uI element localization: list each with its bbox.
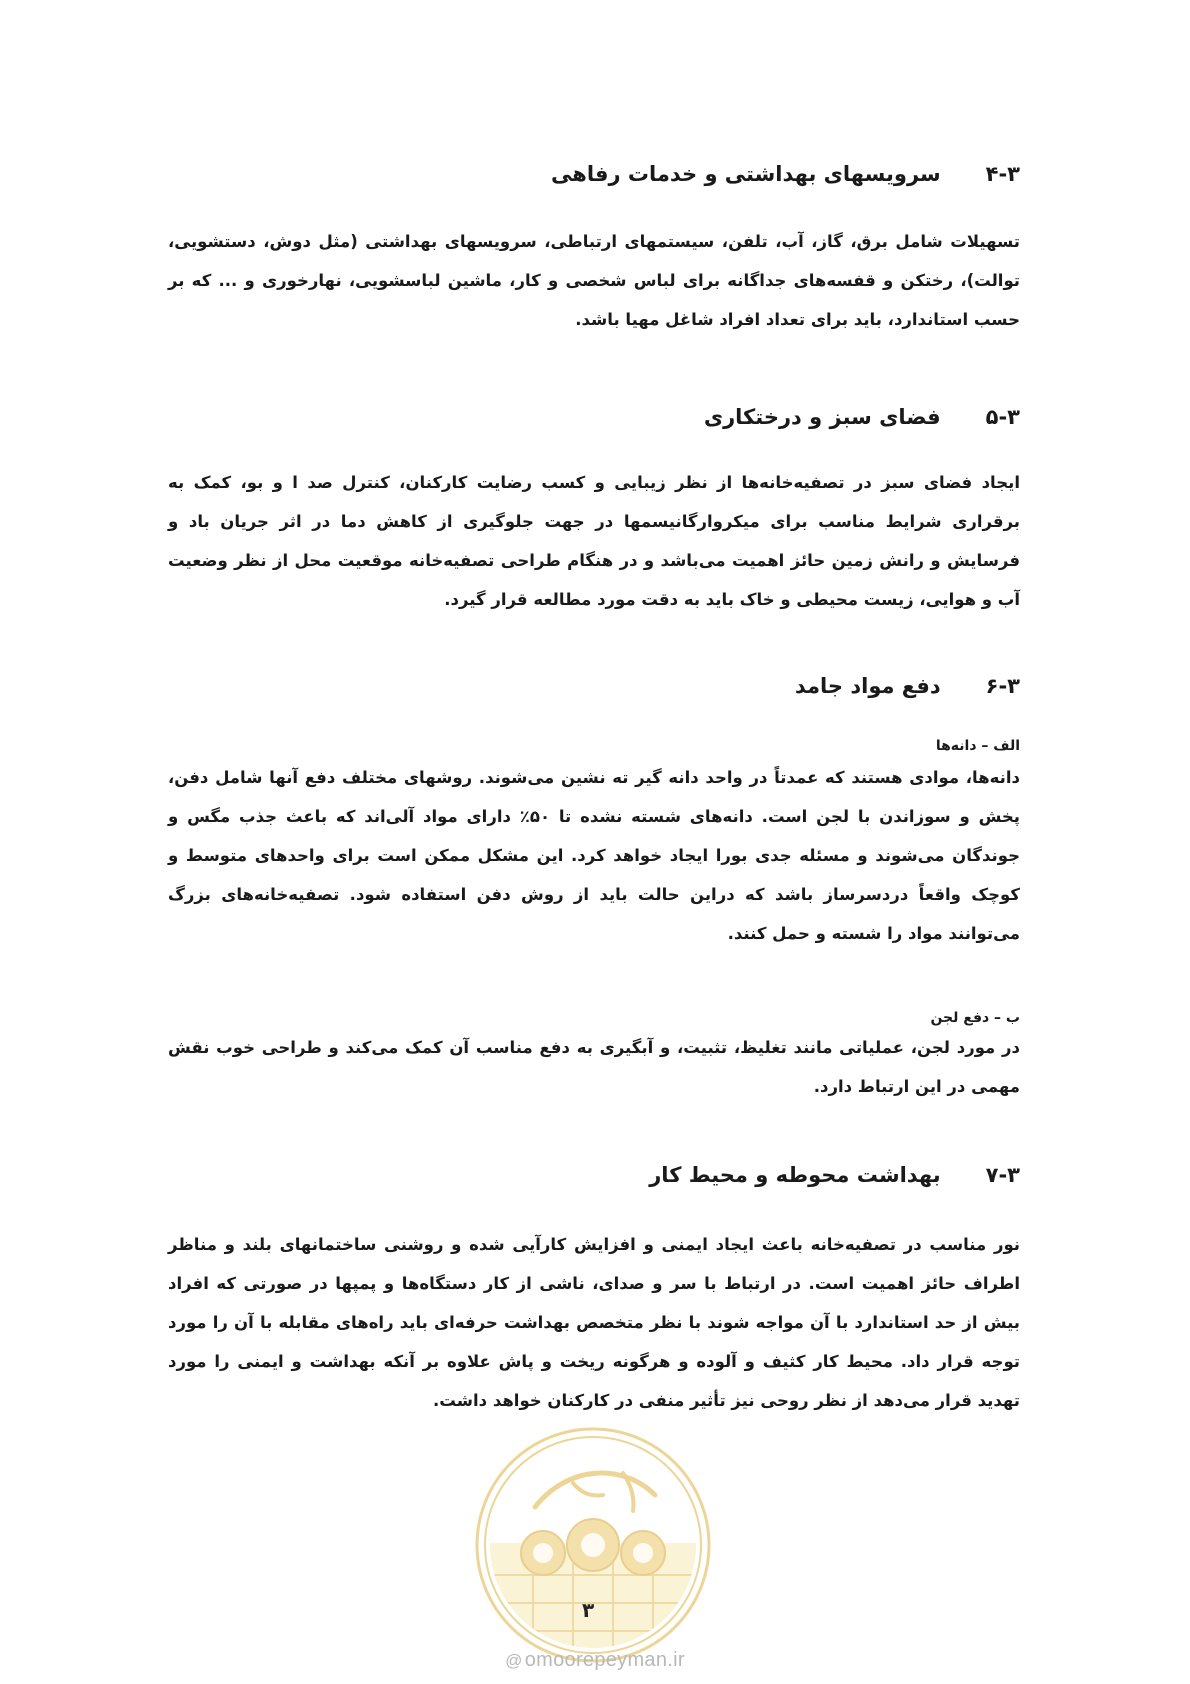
paragraph-grains: دانه‌ها، موادی هستند که عمدتاً در واحد دانه گیر ته نشین می‌شوند. روشهای مختلف دفع آنها شامل دفن، پخش و سوزاندن با لجن است. دانه‌های شسته نشده تا ۵۰٪ دارای مواد آلی‌اند که باعث جذب مگس و جوندگان می‌شوند و مسئله جدی بورا ایجاد خواهد کرد. این مشکل ممکن است برای واحدهای متوسط و کوچک واقعاً دردسرساز باشد که دراین حالت باید از روش دفن استفاده شود. تصفیه‌خانه‌های بزرگ می‌توانند مواد را شسته و حمل کنند.	[168, 768, 1020, 943]
section-title: سرویسهای بهداشتی و خدمات رفاهی	[551, 162, 941, 186]
section-number: ۵-۳	[985, 405, 1020, 429]
paragraph-green-space: ایجاد فضای سبز در تصفیه‌خانه‌ها از نظر زیبایی و کسب رضایت کارکنان، کنترل صد ا و بو، کمک به برقراری شرایط مناسب برای میکروارگانیسمها در جهت جلوگیری از کاهش دما در اثر جریان باد و فرسایش و رانش زمین حائز اهمیت می‌باشد و در هنگام طراحی تصفیه‌خانه موقعیت محل از نظر وضعیت آب و هوایی، زیست محیطی و خاک باید به دقت مورد مطالعه قرار گیرد.	[168, 473, 1020, 609]
paragraph-facilities: تسهیلات شامل برق، گاز، آب، تلفن، سیستمهای ارتباطی، سرویسهای بهداشتی (مثل دوش، دستشویی، توالت)، رختکن و قفسه‌های جداگانه برای لباس شخصی و کار، ماشین لباسشویی، نهارخوری و ... که بر حسب استاندارد، باید برای تعداد افراد شاغل مهیا باشد.	[168, 232, 1020, 329]
page-number: ۳	[582, 1598, 595, 1622]
section-heading-5-3	[704, 405, 1020, 429]
section-heading-7-3	[649, 1163, 1020, 1187]
section-number: ۶-۳	[985, 674, 1020, 698]
section-number: ۷-۳	[985, 1163, 1020, 1187]
section-title: بهداشت محوطه و محیط کار	[649, 1163, 941, 1187]
section-title: دفع مواد جامد	[794, 674, 941, 698]
watermark-seal	[473, 1425, 713, 1665]
website-text: omoorepeyman.ir	[524, 1649, 685, 1671]
subheading-sludge: ب – دفع لجن	[930, 1010, 1020, 1026]
section-title: فضای سبز و درختکاری	[703, 405, 941, 429]
paragraph-sludge: در مورد لجن، عملیاتی مانند تغلیظ، تثبیت، و آبگیری به دفع مناسب آن کمک می‌کند و طراحی خوب نقش مهمی در این ارتباط دارد.	[168, 1038, 1020, 1096]
website-watermark	[0, 1649, 1190, 1672]
section-heading-6-3	[795, 674, 1020, 698]
at-sign-icon: @	[505, 1651, 523, 1670]
section-number: ۴-۳	[985, 162, 1020, 186]
paragraph-workplace-hygiene: نور مناسب در تصفیه‌خانه باعث ایجاد ایمنی و افزایش کارآیی شده و روشنی ساختمانهای بلند و مناظر اطراف حائز اهمیت است. در ارتباط با سر و صدای، ناشی از کار دستگاه‌ها و پمپها در صورتی که افراد بیش از حد استاندارد با آن مواجه شوند با نظر متخصص بهداشت حرفه‌ای باید راه‌های مقابله با آن را مورد توجه قرار داد. محیط کار کثیف و آلوده و هرگونه ریخت و پاش علاوه بر آنکه بهداشت و ایمنی را مورد تهدید قرار می‌دهد از نظر روحی نیز تأثیر منفی در کارکنان خواهد داشت.	[168, 1235, 1020, 1410]
subheading-grains: الف – دانه‌ها	[935, 738, 1020, 754]
section-heading-4-3	[551, 162, 1020, 186]
